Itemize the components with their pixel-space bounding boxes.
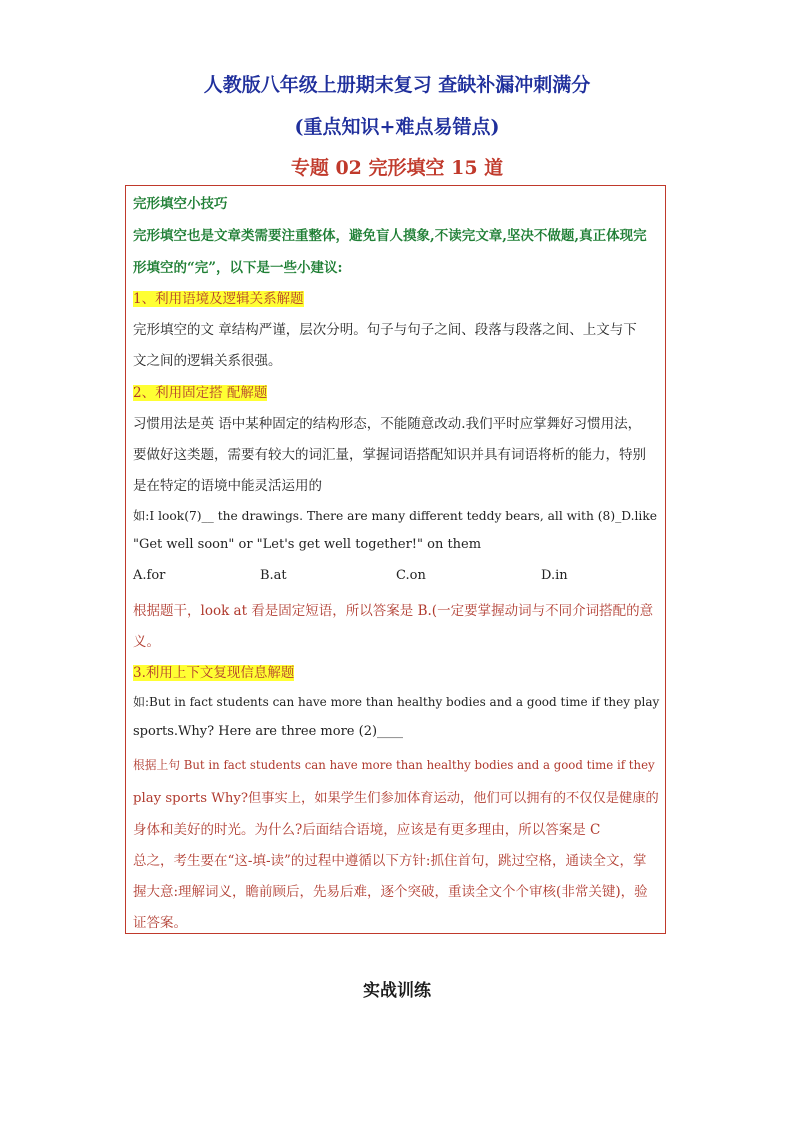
summary-text: 握大意:理解词义，瞻前顾后，先易后难，逐个突破，重读全文个个审核(非常关键)，验 bbox=[133, 884, 648, 900]
document-subtitle: (重点知识+难点易错点) bbox=[294, 116, 500, 138]
summary-text: 总之，考生要在“这-填-读”的过程中遵循以下方针:抓住首句，跳过空格，通读全文，掌 bbox=[133, 853, 647, 869]
topic-title: 专题 02 完形填空 15 道 bbox=[290, 157, 504, 179]
section3-title: 3.利用上下文复现信息解题 bbox=[133, 665, 295, 681]
section2-example: "Get well soon" or "Let's get well together!" on them bbox=[133, 537, 482, 552]
section2-example: 如:I look(7)__ the drawings. There are many different teddy bears, all with (8)_D.like bbox=[133, 509, 658, 523]
section3-example: 如:But in fact students can have more than healthy bodies and a good time if they play bbox=[133, 695, 660, 709]
tips-intro-line: 完形填空也是文章类需要注重整体，避免盲人摸象,不读完文章,坚决不做题,真正体现完 bbox=[133, 228, 647, 244]
section1-title: 1、利用语境及逻辑关系解题 bbox=[133, 291, 304, 307]
section3-analysis: 身体和美好的时光。为什么?后面结合语境，应该是有更多理由，所以答案是 C bbox=[133, 822, 601, 838]
section1-text: 文之间的逻辑关系很强。 bbox=[133, 353, 282, 369]
section2-analysis: 义。 bbox=[133, 634, 160, 650]
section2-analysis: 根据题干，look at 看是固定短语，所以答案是 B.(一定要掌握动词与不同介词搭配的意 bbox=[133, 603, 654, 619]
section2-text: 是在特定的语境中能灵活运用的 bbox=[133, 478, 322, 494]
section3-analysis: play sports Why?但事实上，如果学生们参加体育运动，他们可以拥有的不仅仅是健康的 bbox=[133, 791, 659, 806]
tips-heading: 完形填空小技巧 bbox=[133, 196, 228, 212]
tips-intro-line: 形填空的“完”，以下是一些小建议: bbox=[133, 260, 343, 276]
practice-heading: 实战训练 bbox=[363, 981, 431, 1001]
answer-options bbox=[133, 568, 633, 586]
section3-analysis: 根据上句 But in fact students can have more than healthy bodies and a good time if they bbox=[133, 758, 655, 772]
option-d: D.in bbox=[541, 568, 568, 583]
section3-example: sports.Why? Here are three more (2)____ bbox=[133, 724, 404, 739]
document-title: 人教版八年级上册期末复习 查缺补漏冲刺满分 bbox=[203, 74, 591, 96]
summary-text: 证答案。 bbox=[133, 915, 187, 931]
section2-text: 习惯用法是英 语中某种固定的结构形态，不能随意改动.我们平时应掌舞好习惯用法， bbox=[133, 416, 642, 432]
section2-title: 2、利用固定搭 配解题 bbox=[133, 385, 268, 401]
section2-text: 要做好这类题，需要有较大的词汇量，掌握词语搭配知识并具有词语将析的能力，特别 bbox=[133, 447, 646, 463]
option-c: C.on bbox=[396, 568, 426, 583]
option-b: B.at bbox=[260, 568, 287, 583]
option-a: A.for bbox=[133, 568, 166, 583]
section1-text: 完形填空的文 章结构严谨，层次分明。句子与句子之间、段落与段落之间、上文与下 bbox=[133, 322, 637, 338]
